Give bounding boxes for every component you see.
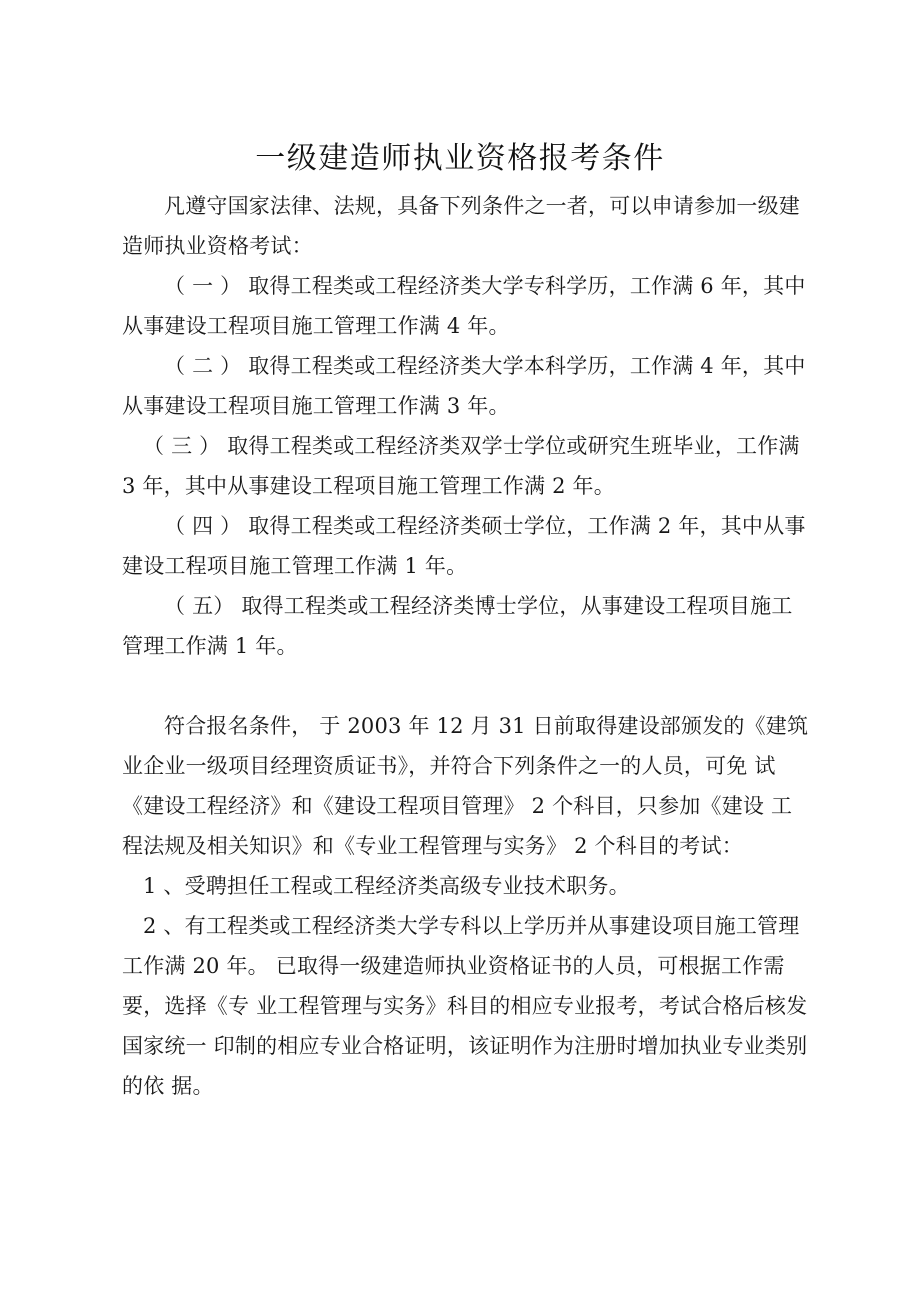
condition-item-4: （ 四 ） 取得工程类或工程经济类硕士学位，工作满 2 年，其中从事 建设工程项目施工管理工作满 1 年。 xyxy=(122,514,813,578)
exemption-item-1: 1 、受聘担任工程或工程经济类高级专业技术职务。 xyxy=(143,874,630,898)
intro-paragraph: 凡遵守国家法律、法规，具备下列条件之一者，可以申请参加一级建造师执业资格考试： xyxy=(122,194,800,258)
paragraph-spacer xyxy=(122,666,812,706)
condition-item-2: （ 二 ） 取得工程类或工程经济类大学本科学历，工作满 4 年，其中 从事建设工程项目施工管理工作满 3 年。 xyxy=(122,354,813,418)
exemption-intro-paragraph: 符合报名条件， 于 2003 年 12 月 31 日前取得建设部颁发的《建筑 业企业一级项目经理资质证书》，并符合下列条件之一的人员，可免 试《建设工程经济》和《建设工程项目管理》 2 个科目，只参加《建设 工程法规及相关知识》和《专业工程管理与实务》 2 个科目的考试： xyxy=(122,714,816,858)
condition-item-5: （ 五） 取得工程类或工程经济类博士学位，从事建设工程项目施工 管理工作满 1 年。 xyxy=(122,594,800,658)
condition-item-3: （ 三 ） 取得工程类或工程经济类双学士学位或研究生班毕业，工作满 3 年，其中从事建设工程项目施工管理工作满 2 年。 xyxy=(122,434,807,498)
document-body xyxy=(122,186,816,1106)
page-title: 一级建造师执业资格报考条件 xyxy=(255,141,665,177)
exemption-item-2: 2 、有工程类或工程经济类大学专科以上学历并从事建设项目施工管理工作满 20 年。 已取得一级建造师执业资格证书的人员，可根据工作需要，选择《专 业工程管理与实务》科目的相应专业报考，考试合格后核发国家统一 印制的相应专业合格证明，该证明作为注册时增加执业专业类别的依 据。 xyxy=(122,914,808,1098)
condition-item-1: （ 一 ） 取得工程类或工程经济类大学专科学历，工作满 6 年，其中 从事建设工程项目施工管理工作满 4 年。 xyxy=(122,274,813,338)
